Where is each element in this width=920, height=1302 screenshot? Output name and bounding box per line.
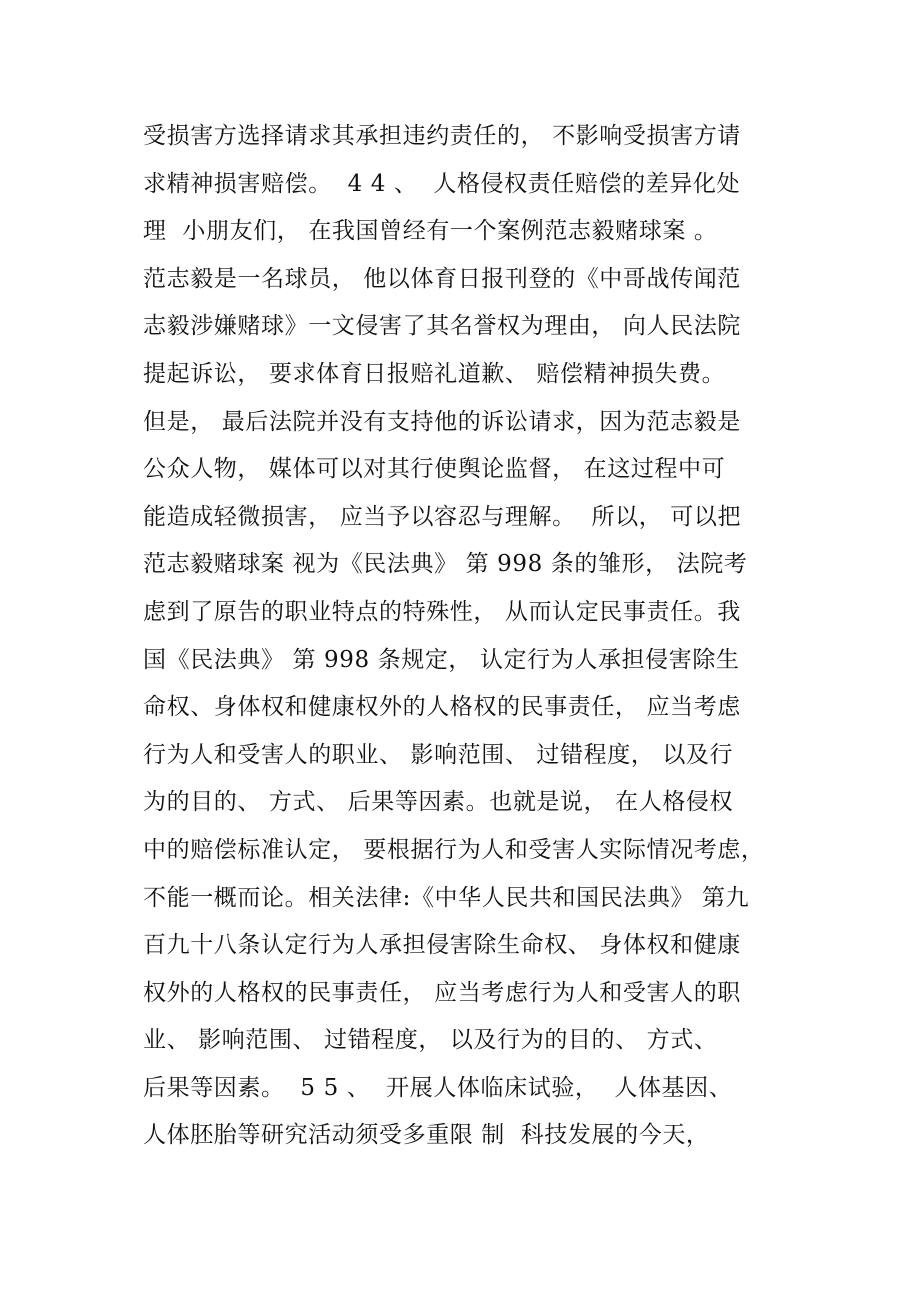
text-line: 中的赔偿标准认定， 要根据行为人和受害人实际情况考虑， [143,836,765,863]
text-line: 权外的人格权的民事责任， 应当考虑行为人和受害人的职 [143,979,741,1006]
text-line: 能造成轻微损害， 应当予以容忍与理解。 所以， 可以把 [143,503,742,530]
text-line: 命权、身体权和健康权外的人格权的民事责任， 应当考虑 [143,694,741,721]
text-line: 行为人和受害人的职业、 影响范围、 过错程度， 以及行 [143,741,734,768]
body-text [143,113,803,1160]
text-line: 理 小朋友们， 在我国曾经有一个案例范志毅赌球案 。 [143,218,718,245]
text-line: 业、 影响范围、 过错程度， 以及行为的目的、 方式、 [143,1027,718,1054]
text-line: 国《民法典》 第 998 条规定， 认定行为人承担侵害除生 [143,646,740,673]
text-line: 提起诉讼， 要求体育日报赔礼道歉、 赔偿精神损失费。 [143,360,726,387]
text-line: 后果等因素。 5 5 、 开展人体临床试验， 人体基因、 [143,1074,733,1101]
text-line: 虑到了原告的职业特点的特殊性， 从而认定民事责任。我 [143,598,741,625]
text-line: 志毅涉嫌赌球》一文侵害了其名誉权为理由， 向人民法院 [143,313,741,340]
text-line: 范志毅赌球案 视为《民法典》 第 998 条的雏形， 法院考 [143,551,748,578]
text-line: 人体胚胎等研究活动须受多重限 制 科技发展的今天， [143,1122,710,1149]
text-line: 百九十八条认定行为人承担侵害除生命权、 身体权和健康 [143,932,741,959]
text-line: 但是， 最后法院并没有支持他的诉讼请求，因为范志毅是 [143,408,741,435]
text-line: 为的目的、 方式、 后果等因素。也就是说， 在人格侵权 [143,789,734,816]
text-line: 公众人物， 媒体可以对其行使舆论监督， 在这过程中可 [143,456,726,483]
text-line: 求精神损害赔偿。 4 4 、 人格侵权责任赔偿的差异化处 [143,170,741,197]
text-line: 不能一概而论。相关法律:《中华人民共和国民法典》 第九 [143,884,750,911]
text-line: 受损害方选择请求其承担违约责任的， 不影响受损害方请 [143,123,741,149]
text-line: 范志毅是一名球员， 他以体育日报刊登的《中哥战传闻范 [143,265,741,292]
